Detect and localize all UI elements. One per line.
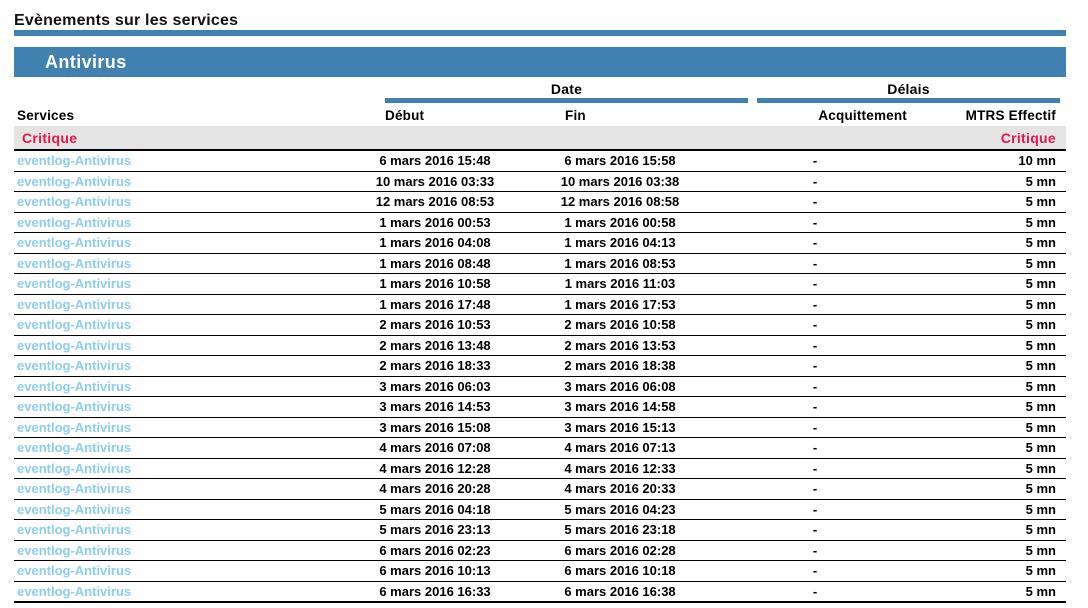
service-link[interactable]: eventlog-Antivirus [17,419,132,435]
table-row [14,233,1066,254]
start-date-cell: 1 mars 2016 17:48 [379,296,491,312]
mtrs-cell: 5 mn [1025,399,1056,415]
ack-cell: - [812,481,818,497]
ack-cell: - [812,501,818,517]
ack-cell: - [812,235,818,251]
ack-cell: - [812,153,818,169]
ack-cell: - [812,378,818,394]
mtrs-cell: 5 mn [1025,337,1056,353]
end-date-cell: 1 mars 2016 11:03 [564,276,676,292]
service-link[interactable]: eventlog-Antivirus [17,460,132,476]
ack-cell: - [812,173,818,189]
table-row [14,336,1066,357]
end-date-cell: 5 mars 2016 23:18 [564,522,676,538]
severity-label-left: Critique [22,129,78,146]
service-link[interactable]: eventlog-Antivirus [17,583,132,599]
ack-cell: - [812,337,818,353]
ack-cell: - [812,317,818,333]
title-underline [14,30,1066,36]
table-row [14,295,1066,316]
service-link[interactable]: eventlog-Antivirus [17,522,132,538]
start-date-cell: 3 mars 2016 15:08 [379,419,491,435]
table-group-header-row [14,77,1066,104]
section-title: Antivirus [45,52,127,72]
start-date-cell: 2 mars 2016 13:48 [379,337,491,353]
mtrs-cell: 5 mn [1025,235,1056,251]
service-link[interactable]: eventlog-Antivirus [17,542,132,558]
end-date-cell: 2 mars 2016 18:38 [564,358,676,374]
end-date-cell: 2 mars 2016 10:58 [564,317,676,333]
mtrs-cell: 5 mn [1025,255,1056,271]
ack-cell: - [812,399,818,415]
table-row [14,479,1066,500]
service-link[interactable]: eventlog-Antivirus [17,337,132,353]
table-column-header-row [14,104,1066,126]
service-link[interactable]: eventlog-Antivirus [17,194,132,210]
end-date-cell: 4 mars 2016 07:13 [564,440,676,456]
end-date-cell: 12 mars 2016 08:58 [560,194,680,210]
ack-cell: - [812,276,818,292]
service-link[interactable]: eventlog-Antivirus [17,378,132,394]
service-link[interactable]: eventlog-Antivirus [17,358,132,374]
end-date-cell: 10 mars 2016 03:38 [560,173,680,189]
table-row [14,418,1066,439]
table-row [14,172,1066,193]
start-date-cell: 3 mars 2016 14:53 [379,399,491,415]
mtrs-cell: 5 mn [1025,358,1056,374]
mtrs-cell: 5 mn [1025,173,1056,189]
service-link[interactable]: eventlog-Antivirus [17,296,132,312]
mtrs-cell: 5 mn [1025,378,1056,394]
start-date-cell: 5 mars 2016 23:13 [379,522,491,538]
section-banner-antivirus [14,47,1066,77]
mtrs-cell: 5 mn [1025,460,1056,476]
start-date-cell: 1 mars 2016 00:53 [379,214,491,230]
mtrs-cell: 5 mn [1025,296,1056,312]
mtrs-cell: 5 mn [1025,214,1056,230]
end-date-cell: 4 mars 2016 20:33 [564,481,676,497]
column-header-fin: Fin [565,107,586,123]
page-title: Evènements sur les services [14,12,239,29]
start-date-cell: 2 mars 2016 18:33 [379,358,491,374]
ack-cell: - [812,563,818,579]
start-date-cell: 4 mars 2016 20:28 [379,481,491,497]
service-link[interactable]: eventlog-Antivirus [17,153,132,169]
ack-cell: - [812,255,818,271]
table-row [14,500,1066,521]
mtrs-cell: 5 mn [1025,501,1056,517]
end-date-cell: 6 mars 2016 16:38 [564,583,676,599]
mtrs-cell: 10 mn [1018,153,1056,169]
table-row [14,397,1066,418]
start-date-cell: 4 mars 2016 07:08 [379,440,491,456]
service-link[interactable]: eventlog-Antivirus [17,173,132,189]
end-date-cell: 5 mars 2016 04:23 [564,501,676,517]
severity-label-right: Critique [1000,129,1056,146]
ack-cell: - [812,358,818,374]
service-link[interactable]: eventlog-Antivirus [17,399,132,415]
table-row [14,315,1066,336]
start-date-cell: 6 mars 2016 15:48 [379,153,491,169]
mtrs-cell: 5 mn [1025,563,1056,579]
table-row [14,274,1066,295]
ack-cell: - [812,296,818,312]
service-link[interactable]: eventlog-Antivirus [17,235,132,251]
service-link[interactable]: eventlog-Antivirus [17,501,132,517]
mtrs-cell: 5 mn [1025,522,1056,538]
start-date-cell: 6 mars 2016 02:23 [379,542,491,558]
service-link[interactable]: eventlog-Antivirus [17,481,132,497]
service-link[interactable]: eventlog-Antivirus [17,440,132,456]
column-header-debut: Début [385,107,425,123]
table-row [14,254,1066,275]
end-date-cell: 1 mars 2016 17:53 [564,296,676,312]
table-row [14,520,1066,541]
table-row [14,213,1066,234]
service-link[interactable]: eventlog-Antivirus [17,563,132,579]
severity-row-critique [14,126,1066,151]
end-date-cell: 6 mars 2016 02:28 [564,542,676,558]
mtrs-cell: 5 mn [1025,419,1056,435]
end-date-cell: 6 mars 2016 10:18 [564,563,676,579]
ack-cell: - [812,419,818,435]
end-date-cell: 3 mars 2016 06:08 [564,378,676,394]
table-row [14,459,1066,480]
mtrs-cell: 5 mn [1025,276,1056,292]
event-rows [14,151,1066,603]
ack-cell: - [812,522,818,538]
ack-cell: - [812,583,818,599]
end-date-cell: 2 mars 2016 13:53 [564,337,676,353]
service-link[interactable]: eventlog-Antivirus [17,214,132,230]
column-header-mtrs: MTRS Effectif [965,107,1056,123]
table-row [14,582,1066,603]
mtrs-cell: 5 mn [1025,542,1056,558]
start-date-cell: 1 mars 2016 04:08 [379,235,491,251]
end-date-cell: 3 mars 2016 14:58 [564,399,676,415]
mtrs-cell: 5 mn [1025,583,1056,599]
start-date-cell: 1 mars 2016 08:48 [379,255,491,271]
service-link[interactable]: eventlog-Antivirus [17,255,132,271]
end-date-cell: 4 mars 2016 12:33 [564,460,676,476]
start-date-cell: 6 mars 2016 16:33 [379,583,491,599]
mtrs-cell: 5 mn [1025,317,1056,333]
service-link[interactable]: eventlog-Antivirus [17,276,132,292]
table-row [14,541,1066,562]
start-date-cell: 1 mars 2016 10:58 [379,276,491,292]
end-date-cell: 1 mars 2016 00:58 [564,214,676,230]
table-row [14,438,1066,459]
table-row [14,151,1066,172]
table-row [14,356,1066,377]
ack-cell: - [812,194,818,210]
ack-cell: - [812,460,818,476]
ack-cell: - [812,440,818,456]
start-date-cell: 10 mars 2016 03:33 [375,173,495,189]
start-date-cell: 6 mars 2016 10:13 [379,563,491,579]
ack-cell: - [812,214,818,230]
service-link[interactable]: eventlog-Antivirus [17,317,132,333]
group-header-delais-underline [757,98,1060,103]
mtrs-cell: 5 mn [1025,194,1056,210]
group-header-delais: Délais [887,81,930,97]
mtrs-cell: 5 mn [1025,481,1056,497]
ack-cell: - [812,542,818,558]
start-date-cell: 12 mars 2016 08:53 [375,194,495,210]
end-date-cell: 3 mars 2016 15:13 [564,419,676,435]
start-date-cell: 4 mars 2016 12:28 [379,460,491,476]
table-row [14,561,1066,582]
table-row [14,192,1066,213]
report-container [14,0,1066,603]
column-header-acquittement: Acquittement [818,107,907,123]
group-header-date-underline [385,98,748,103]
column-header-services: Services [17,107,75,123]
end-date-cell: 1 mars 2016 04:13 [564,235,676,251]
start-date-cell: 5 mars 2016 04:18 [379,501,491,517]
end-date-cell: 6 mars 2016 15:58 [564,153,676,169]
end-date-cell: 1 mars 2016 08:53 [564,255,676,271]
mtrs-cell: 5 mn [1025,440,1056,456]
start-date-cell: 3 mars 2016 06:03 [379,378,491,394]
start-date-cell: 2 mars 2016 10:53 [379,317,491,333]
table-row [14,377,1066,398]
group-header-date: Date [550,81,583,97]
